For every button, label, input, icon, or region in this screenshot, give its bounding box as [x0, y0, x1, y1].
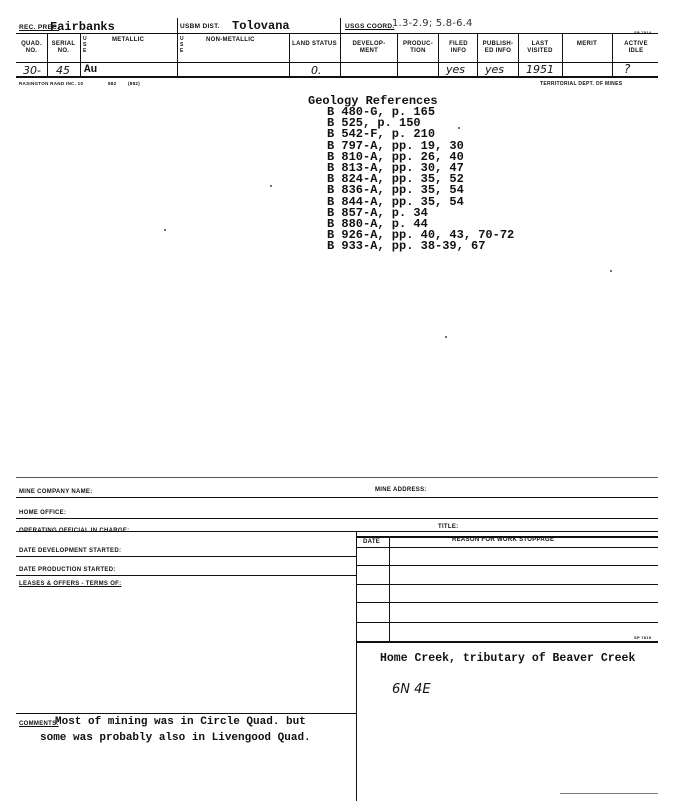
form-rule [16, 518, 658, 519]
home-office-label: HOME OFFICE: [19, 510, 67, 516]
printer-code-paren: (882) [128, 81, 141, 86]
grid-location-note: 6N 4E [392, 682, 431, 697]
grid-rule [356, 584, 658, 585]
col-production: PRODUC-TION [402, 41, 434, 54]
col-nonmetallic: NON-METALLIC [206, 37, 255, 43]
record-last-visited: 1951 [526, 63, 554, 76]
form-rule [16, 531, 658, 532]
col-use-nonmetallic: U S E [180, 36, 184, 54]
reference-item: B 813-A, pp. 30, 47 [327, 161, 464, 176]
usbm-dist-value: Tolovana [232, 19, 290, 33]
form-number: SP 7814 [634, 30, 652, 35]
grid-vertical [389, 536, 390, 642]
grid-rule [356, 622, 658, 623]
record-land-status: 0. [311, 64, 322, 77]
comments-line-2: some was probably also in Livengood Quad. [40, 732, 311, 744]
mine-address-label: MINE ADDRESS: [375, 487, 427, 493]
location-note: Home Creek, tributary of Beaver Creek [380, 652, 636, 665]
form-number-2: SP 7815 [634, 635, 652, 640]
date-production-label: DATE PRODUCTION STARTED: [19, 567, 116, 573]
comments-label: COMMENTS: [19, 721, 59, 727]
col-divider [80, 33, 81, 76]
record-published-info: yes [485, 63, 505, 76]
bottom-rule [560, 793, 658, 794]
reference-item: B 542-F, p. 210 [327, 127, 436, 142]
date-column-label: DATE [363, 539, 381, 545]
operating-official-label: OPERATING OFFICIAL IN CHARGE: [19, 528, 130, 534]
col-metallic: METALLIC [112, 37, 145, 43]
col-published-info: PUBLISH-ED INFO [482, 41, 514, 54]
col-divider [438, 33, 439, 76]
rec-prec-value: Fairbanks [50, 20, 115, 34]
scan-speck [458, 127, 460, 129]
grid-rule [356, 547, 658, 548]
reference-item: B 836-A, pp. 35, 54 [327, 183, 464, 198]
col-serial-no: SERIAL NO. [51, 41, 76, 54]
scan-speck [164, 229, 166, 231]
record-active-idle: ? [624, 62, 631, 76]
col-land-status: LAND STATUS [292, 41, 337, 47]
usgs-coord-value: 1.3-2.9; 5.8-6.4 [392, 18, 473, 29]
scan-speck [270, 185, 272, 187]
col-divider [340, 18, 341, 76]
record-metallic: Au [84, 64, 98, 76]
form-rule [16, 497, 658, 498]
scan-speck [445, 336, 447, 338]
grid-rule [356, 565, 658, 566]
references-title: Geology References [308, 94, 438, 108]
rec-prec-label: REC. PREC. [19, 24, 60, 31]
printer-code: 882 [108, 81, 117, 86]
reference-item: B 797-A, pp. 19, 30 [327, 138, 464, 153]
usgs-coord-label: USGS COORD. [345, 23, 395, 30]
form-rule [16, 556, 356, 557]
grid-rule [356, 641, 658, 643]
reference-item: B 933-A, pp. 38-39, 67 [327, 239, 486, 254]
col-filed-info: FILED INFO [449, 41, 468, 54]
col-divider [518, 33, 519, 76]
grid-vertical [356, 531, 357, 801]
col-use-metallic: U S E [83, 36, 87, 54]
printer-imprint: RASINGTON RAND INC. 10 [19, 81, 84, 86]
reference-item: B 926-A, pp. 40, 43, 70-72 [327, 228, 515, 243]
col-last-visited: LAST VISITED [527, 41, 553, 54]
scan-speck [610, 270, 612, 272]
record-filed-info: yes [446, 63, 466, 76]
title-label: TITLE: [438, 524, 459, 530]
date-development-label: DATE DEVELOPMENT STARTED: [19, 548, 122, 554]
agency-name: TERRITORIAL DEPT. OF MINES [540, 81, 623, 87]
comments-line-1: Most of mining was in Circle Quad. but [55, 716, 306, 728]
col-active-idle: ACTIVE IDLE [624, 41, 648, 54]
references-list [327, 107, 514, 253]
col-development: DEVELOP-MENT [352, 41, 386, 54]
comments-rule [16, 713, 356, 714]
form-rule [16, 575, 356, 576]
reference-item: B 525, p. 150 [327, 116, 421, 131]
col-quad-no: QUAD. NO. [21, 41, 42, 54]
reference-item: B 480-G, p. 165 [327, 105, 436, 119]
reference-item: B 810-A, pp. 26, 40 [327, 149, 464, 164]
reference-item: B 880-A, p. 44 [327, 217, 428, 232]
reason-column-label: REASON FOR WORK STOPPAGE [452, 537, 555, 543]
header-rule-bottom [16, 76, 658, 78]
record-serial-no: 45 [56, 64, 70, 77]
usbm-dist-label: USBM DIST. [180, 23, 220, 30]
col-merit: MERIT [576, 41, 598, 47]
leases-label: LEASES & OFFERS - TERMS OF: [19, 581, 122, 587]
lower-rule-top [16, 477, 658, 478]
mine-company-label: MINE COMPANY NAME: [19, 489, 93, 495]
reference-item: B 824-A, pp. 35, 52 [327, 172, 464, 187]
reference-item: B 844-A, pp. 35, 54 [327, 194, 464, 209]
col-divider [477, 33, 478, 76]
col-divider [177, 18, 178, 76]
col-divider [562, 33, 563, 76]
col-divider [397, 33, 398, 76]
col-divider [612, 33, 613, 76]
record-quad-no: 30- [23, 64, 41, 77]
grid-rule [356, 602, 658, 603]
col-divider [289, 33, 290, 76]
reference-item: B 857-A, p. 34 [327, 205, 428, 220]
